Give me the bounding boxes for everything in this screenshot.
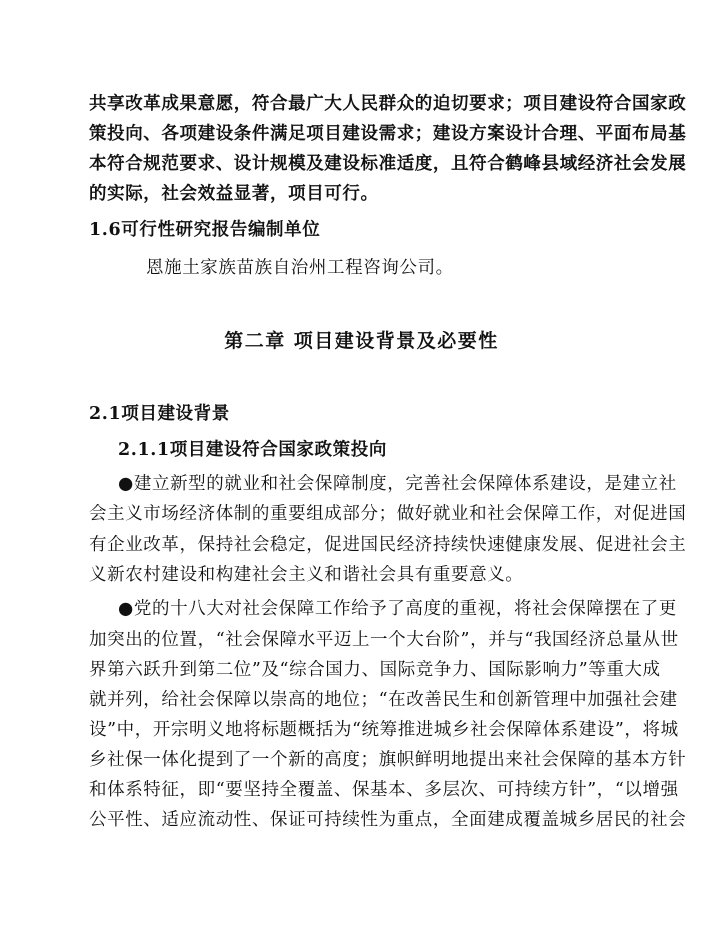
section-1-6-body: 恩施土家族苗族自治州工程咨询公司。 <box>146 258 454 278</box>
section-1-6-heading: 1.6可行性研究报告编制单位 <box>89 220 321 240</box>
paragraph-2-line-8: 公平性、适应流动性、保证可持续性为重点，全面建成覆盖城乡居民的社会 <box>89 810 687 830</box>
paragraph-2-line-3: 界第六跃升到第二位”及“综合国力、国际竞争力、国际影响力”等重大成 <box>89 660 661 680</box>
paragraph-1-line-1: ●建立新型的就业和社会保障制度，完善社会保障体系建设，是建立社 <box>118 474 677 494</box>
paragraph-2-line-2: 加突出的位置，“社会保障水平迈上一个大台阶”，并与“我国经济总量从世 <box>89 630 679 650</box>
chapter-title: 第二章 项目建设背景及必要性 <box>224 330 499 352</box>
paragraph-2-line-7: 和体系特征，即“要坚持全覆盖、保基本、多层次、可持续方针”，“以增强 <box>89 780 679 800</box>
paragraph-2-line-5: 设”中，开宗明义地将标题概括为“统筹推进城乡社会保障体系建设”，将城 <box>89 720 679 740</box>
intro-line-2: 策投向、各项建设条件满足项目建设需求；建设方案设计合理、平面布局基 <box>89 124 687 144</box>
section-2-1-heading: 2.1项目建设背景 <box>89 404 230 424</box>
paragraph-2-line-6: 乡社保一体化提到了一个新的高度；旗帜鲜明地提出来社会保障的基本方针 <box>89 750 687 770</box>
intro-line-1: 共享改革成果意愿，符合最广大人民群众的迫切要求；项目建设符合国家政 <box>89 94 687 114</box>
paragraph-2-line-4: 就并列，给社会保障以崇高的地位；“在改善民生和创新管理中加强社会建 <box>89 690 678 710</box>
intro-line-4: 的实际，社会效益显著，项目可行。 <box>89 184 379 204</box>
paragraph-1-line-2: 会主义市场经济体制的重要组成部分；做好就业和社会保障工作，对促进国 <box>89 504 687 524</box>
intro-line-3: 本符合规范要求、设计规模及建设标准适度，且符合鹤峰县域经济社会发展 <box>89 154 687 174</box>
paragraph-1-line-3: 有企业改革，保持社会稳定，促进国民经济持续快速健康发展、促进社会主 <box>89 535 687 555</box>
paragraph-2-line-1: ●党的十八大对社会保障工作给予了高度的重视，将社会保障摆在了更 <box>118 599 677 619</box>
paragraph-1-line-4: 义新农村建设和构建社会主义和谐社会具有重要意义。 <box>89 565 524 585</box>
section-2-1-1-heading: 2.1.1项目建设符合国家政策投向 <box>118 440 387 460</box>
